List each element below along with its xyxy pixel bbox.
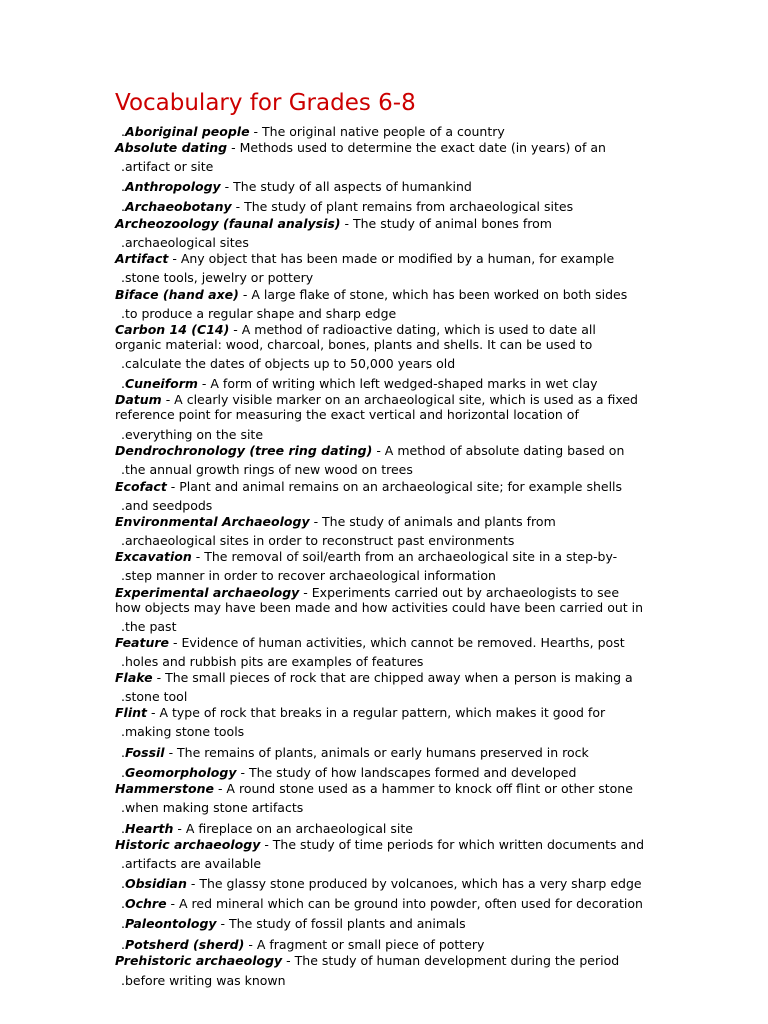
vocabulary-entry (115, 670, 633, 685)
vocabulary-entry (115, 549, 617, 564)
vocabulary-term: Carbon 14 (C14) (115, 322, 230, 337)
vocabulary-continuation (121, 270, 313, 285)
vocabulary-term: Datum (115, 392, 162, 407)
term-definition: - A fireplace on an archaeological site (173, 821, 413, 836)
vocabulary-term: Hammerstone (115, 781, 214, 796)
term-definition: - Methods used to determine the exact date (in years) of an (227, 140, 606, 155)
entry-prefix: . (121, 876, 125, 891)
vocabulary-continuation (121, 356, 455, 371)
page-title: Vocabulary for Grades 6-8 (115, 90, 416, 116)
vocabulary-continuation (121, 724, 244, 739)
vocabulary-term: Fossil (124, 745, 165, 760)
vocabulary-term: Biface (hand axe) (115, 287, 239, 302)
vocabulary-entry (121, 937, 484, 952)
definition-text: .calculate the dates of objects up to 50,000 years old (121, 356, 456, 371)
vocabulary-term: Artifact (115, 251, 169, 266)
entry-prefix: . (121, 896, 125, 911)
definition-text: .archaeological sites (121, 235, 249, 250)
term-definition: - The study of human development during the period (282, 953, 620, 968)
vocabulary-continuation (121, 654, 423, 669)
term-definition: - A large flake of stone, which has been worked on both sides (238, 287, 628, 302)
vocabulary-term: Flint (115, 705, 147, 720)
vocabulary-term: Prehistoric archaeology (115, 953, 283, 968)
term-definition: - The original native people of a country (249, 124, 505, 139)
vocabulary-continuation (121, 689, 187, 704)
vocabulary-entry (115, 140, 606, 155)
entry-prefix: . (121, 937, 125, 952)
term-definition: - The removal of soil/earth from an archaeological site in a step-by- (191, 549, 618, 564)
definition-text: .making stone tools (121, 724, 245, 739)
vocabulary-continuation (115, 337, 592, 352)
vocabulary-term: Historic archaeology (115, 837, 261, 852)
entry-prefix: . (121, 765, 125, 780)
vocabulary-term: Cuneiform (124, 376, 198, 391)
term-definition: - A form of writing which left wedged-shaped marks in wet clay (197, 376, 598, 391)
term-definition: - The study of all aspects of humankind (220, 179, 472, 194)
definition-text: .stone tool (121, 689, 188, 704)
term-definition: - The small pieces of rock that are chipped away when a person is making a (152, 670, 633, 685)
definition-text: .when making stone artifacts (121, 800, 304, 815)
definition-text: .the annual growth rings of new wood on trees (121, 462, 413, 477)
vocabulary-entry (115, 443, 624, 458)
definition-text: .to produce a regular shape and sharp edge (121, 306, 397, 321)
term-definition: - The study of how landscapes formed and developed (236, 765, 577, 780)
vocabulary-entry (121, 916, 466, 931)
term-definition: - A round stone used as a hammer to knock off flint or other stone (213, 781, 633, 796)
term-definition: - The remains of plants, animals or early humans preserved in rock (164, 745, 589, 760)
vocabulary-term: Hearth (124, 821, 174, 836)
vocabulary-term: Potsherd (sherd) (124, 937, 245, 952)
term-definition: - Any object that has been made or modified by a human, for example (168, 251, 615, 266)
vocabulary-entry (121, 199, 573, 214)
definition-text: .the past (121, 619, 177, 634)
vocabulary-continuation (121, 619, 176, 634)
vocabulary-entry (115, 635, 625, 650)
vocabulary-entry (121, 821, 413, 836)
definition-text: .stone tools, jewelry or pottery (121, 270, 314, 285)
vocabulary-continuation (121, 973, 286, 988)
vocabulary-term: Feature (115, 635, 169, 650)
definition-text: .artifacts are available (121, 856, 262, 871)
vocabulary-term: Dendrochronology (tree ring dating) (115, 443, 373, 458)
vocabulary-entry (115, 837, 644, 852)
vocabulary-term: Aboriginal people (124, 124, 250, 139)
term-definition: - A method of radioactive dating, which is used to date all (229, 322, 596, 337)
vocabulary-continuation (121, 159, 213, 174)
term-definition: - A method of absolute dating based on (372, 443, 625, 458)
vocabulary-continuation (121, 462, 413, 477)
definition-text: .and seedpods (121, 498, 213, 513)
vocabulary-term: Anthropology (124, 179, 221, 194)
entry-prefix: . (121, 199, 125, 214)
vocabulary-entry (115, 514, 556, 529)
vocabulary-entry (115, 705, 605, 720)
term-definition: - Plant and animal remains on an archaeological site; for example shells (166, 479, 623, 494)
entry-prefix: . (121, 124, 125, 139)
term-definition: - The study of time periods for which written documents and (260, 837, 645, 852)
entry-prefix: . (121, 179, 125, 194)
definition-text: .before writing was known (121, 973, 286, 988)
entry-prefix: . (121, 745, 125, 760)
vocabulary-entry (115, 479, 622, 494)
term-definition: - Evidence of human activities, which cannot be removed. Hearths, post (169, 635, 625, 650)
vocabulary-term: Environmental Archaeology (115, 514, 310, 529)
vocabulary-term: Excavation (115, 549, 192, 564)
vocabulary-term: Obsidian (124, 876, 187, 891)
vocabulary-term: Archeozoology (faunal analysis) (115, 216, 341, 231)
term-definition: - A clearly visible marker on an archaeological site, which is used as a fixed (161, 392, 638, 407)
vocabulary-continuation (121, 235, 249, 250)
vocabulary-continuation (121, 856, 261, 871)
vocabulary-entry (121, 124, 505, 139)
term-definition: - A type of rock that breaks in a regular pattern, which makes it good for (146, 705, 606, 720)
vocabulary-term: Archaeobotany (124, 199, 232, 214)
vocabulary-entry (121, 179, 472, 194)
vocabulary-entry (115, 585, 619, 600)
entry-prefix: . (121, 916, 125, 931)
vocabulary-term: Ecofact (115, 479, 167, 494)
vocabulary-term: Experimental archaeology (115, 585, 300, 600)
vocabulary-term: Flake (115, 670, 153, 685)
vocabulary-term: Geomorphology (124, 765, 237, 780)
term-definition: - The study of plant remains from archaeological sites (231, 199, 574, 214)
vocabulary-entry (115, 322, 596, 337)
vocabulary-entry (115, 781, 633, 796)
vocabulary-continuation (115, 407, 579, 422)
definition-text: organic material: wood, charcoal, bones, plants and shells. It can be used to (115, 337, 593, 352)
vocabulary-term: Absolute dating (115, 140, 228, 155)
definition-text: .artifact or site (121, 159, 214, 174)
vocabulary-entry (115, 251, 614, 266)
definition-text: .archaeological sites in order to reconstruct past environments (121, 533, 515, 548)
vocabulary-continuation (121, 800, 303, 815)
definition-text: .holes and rubbish pits are examples of features (121, 654, 424, 669)
definition-text: .step manner in order to recover archaeological information (121, 568, 496, 583)
vocabulary-entry (121, 765, 576, 780)
entry-prefix: . (121, 376, 125, 391)
vocabulary-entry (115, 216, 552, 231)
vocabulary-entry (121, 745, 589, 760)
term-definition: - The glassy stone produced by volcanoes, which has a very sharp edge (186, 876, 642, 891)
vocabulary-entry (121, 896, 643, 911)
term-definition: - The study of fossil plants and animals (216, 916, 466, 931)
vocabulary-entry (115, 287, 627, 302)
term-definition: - A red mineral which can be ground into powder, often used for decoration (166, 896, 643, 911)
definition-text: reference point for measuring the exact vertical and horizontal location of (115, 407, 579, 422)
vocabulary-continuation (121, 498, 212, 513)
term-definition: - Experiments carried out by archaeologists to see (299, 585, 620, 600)
term-definition: - The study of animals and plants from (309, 514, 556, 529)
vocabulary-entry (121, 376, 598, 391)
vocabulary-term: Ochre (124, 896, 167, 911)
vocabulary-continuation (121, 533, 514, 548)
definition-text: how objects may have been made and how activities could have been carried out in (115, 600, 644, 615)
vocabulary-continuation (115, 600, 643, 615)
entry-prefix: . (121, 821, 125, 836)
vocabulary-term: Paleontology (124, 916, 217, 931)
vocabulary-continuation (121, 427, 263, 442)
vocabulary-entry (121, 876, 642, 891)
term-definition: - The study of animal bones from (340, 216, 552, 231)
vocabulary-continuation (121, 568, 496, 583)
definition-text: .everything on the site (121, 427, 264, 442)
term-definition: - A fragment or small piece of pottery (244, 937, 485, 952)
vocabulary-entry (115, 392, 638, 407)
vocabulary-continuation (121, 306, 396, 321)
vocabulary-entry (115, 953, 619, 968)
